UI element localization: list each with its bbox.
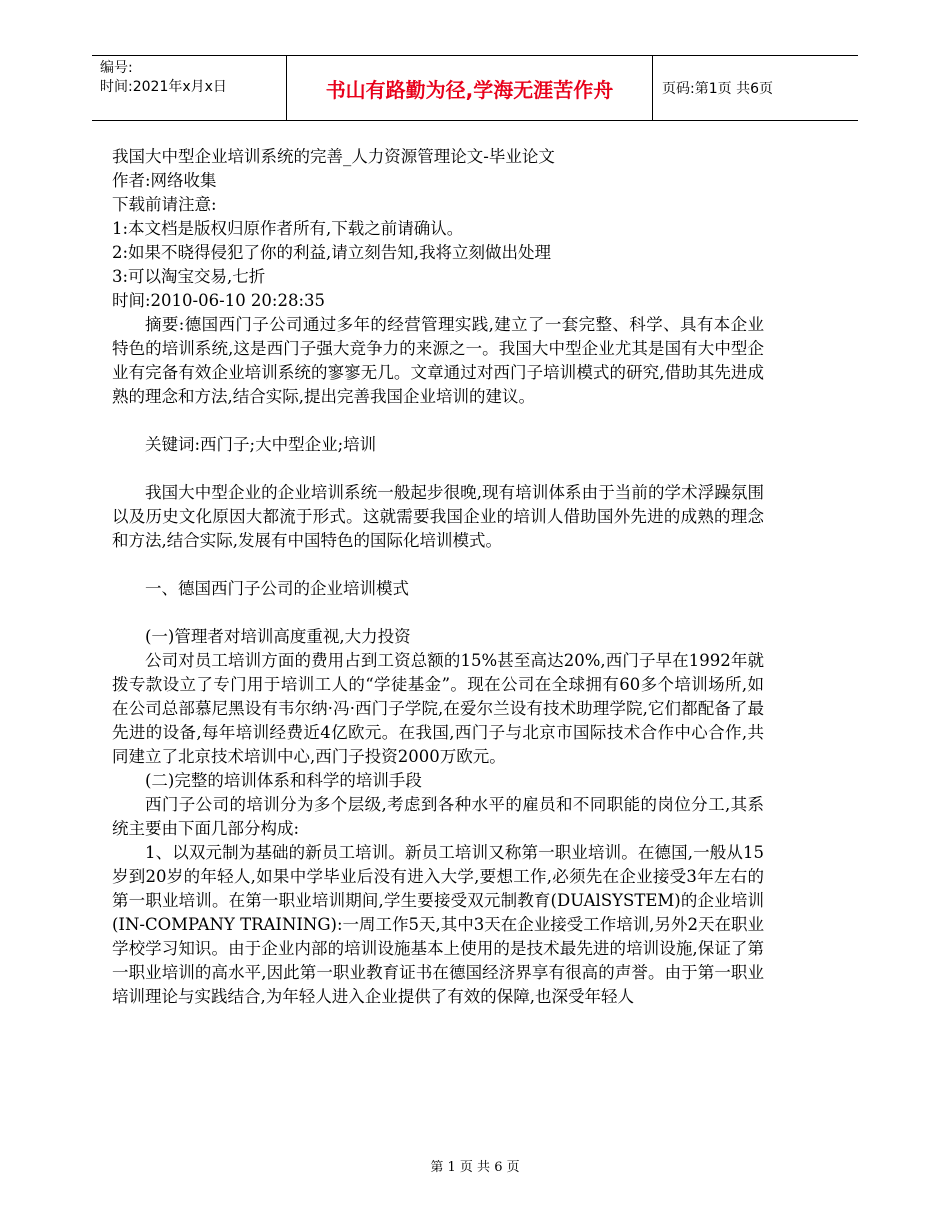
time-label: 时间:2021年x月x日 [100,79,227,95]
page-footer: 第 1 页 共 6 页 [430,1160,520,1175]
notice-item-1: 1:本文档是版权归原作者所有,下载之前请确认。 [112,219,464,238]
spacer [112,553,764,577]
document-body [112,145,764,1009]
section-1-heading: 一、德国西门子公司的企业培训模式 [145,579,409,598]
abstract-paragraph: 摘要:德国西门子公司通过多年的经营管理实践,建立了一套完整、科学、具有本企业特色的培训系统,这是西门子强大竞争力的来源之一。我国大中型企业尤其是国有大中型企业有完备有效企业培训系统的寥寥无几。文章通过对西门子培训模式的研究,借助其先进成熟的理念和方法,结合实际,提出完善我国企业培训的建议。 [112,315,764,406]
publish-time: 时间:2010-06-10 20:28:35 [112,291,326,310]
document-title: 我国大中型企业培训系统的完善_人力资源管理论文-毕业论文 [112,147,555,166]
subsection-2-heading: (二)完整的培训体系和科学的培训手段 [145,771,422,790]
spacer [112,601,764,625]
item-1-paragraph: 1、以双元制为基础的新员工培训。新员工培训又称第一职业培训。在德国,一般从15岁到20岁的年轻人,如果中学毕业后没有进入大学,要想工作,必须先在企业接受3年左右的第一职业培训。在第一职业培训期间,学生要接受双元制教育(DUAlSYSTEM)的企业培训(IN-COMPANY TRAINING):一周工作5天,其中3天在企业接受工作培训,另外2天在职业学校学习知识。由于企业内部的培训设施基本上使用的是技术最先进的培训设施,保证了第一职业培训的高水平,因此第一职业教育证书在德国经济界享有很高的声誉。由于第一职业培训理论与实践结合,为年轻人进入企业提供了有效的保障,也深受年轻人 [112,843,765,1006]
notice-item-2: 2:如果不晓得侵犯了你的利益,请立刻告知,我将立刻做出处理 [112,243,552,262]
subsection-1-heading: (一)管理者对培训高度重视,大力投资 [145,627,411,646]
document-header [92,55,858,121]
header-info-cell [92,56,286,120]
download-notice-heading: 下载前请注意: [112,195,217,214]
keywords-line: 关键词:西门子;大中型企业;培训 [145,435,377,454]
header-motto: 书山有路勤为径,学海无涯苦作舟 [286,56,653,120]
intro-paragraph: 我国大中型企业的企业培训系统一般起步很晚,现有培训体系由于当前的学术浮躁氛围以及历史文化原因大都流于形式。这就需要我国企业的培训人借助国外先进的成熟的理念和方法,结合实际,发展有中国特色的国际化培训模式。 [112,483,764,550]
notice-item-3: 3:可以淘宝交易,七折 [112,267,266,286]
header-page-label: 页码:第1页 共6页 [662,81,773,97]
serial-number-label: 编号: [100,60,133,76]
spacer [112,457,764,481]
subsection-2-body: 西门子公司的培训分为多个层级,考虑到各种水平的雇员和不同职能的岗位分工,其系统主要由下面几部分构成: [112,795,764,838]
spacer [112,409,764,433]
subsection-1-body: 公司对员工培训方面的费用占到工资总额的15%甚至高达20%,西门子早在1992年就拨专款设立了专门用于培训工人的“学徒基金”。现在公司在全球拥有60多个培训场所,如在公司总部慕尼黑设有韦尔纳·冯·西门子学院,在爱尔兰设有技术助理学院,它们都配备了最先进的设备,每年培训经费近4亿欧元。在我国,西门子与北京市国际技术合作中心合作,共同建立了北京技术培训中心,西门子投资2000万欧元。 [112,651,764,766]
author-line: 作者:网络收集 [112,171,217,190]
